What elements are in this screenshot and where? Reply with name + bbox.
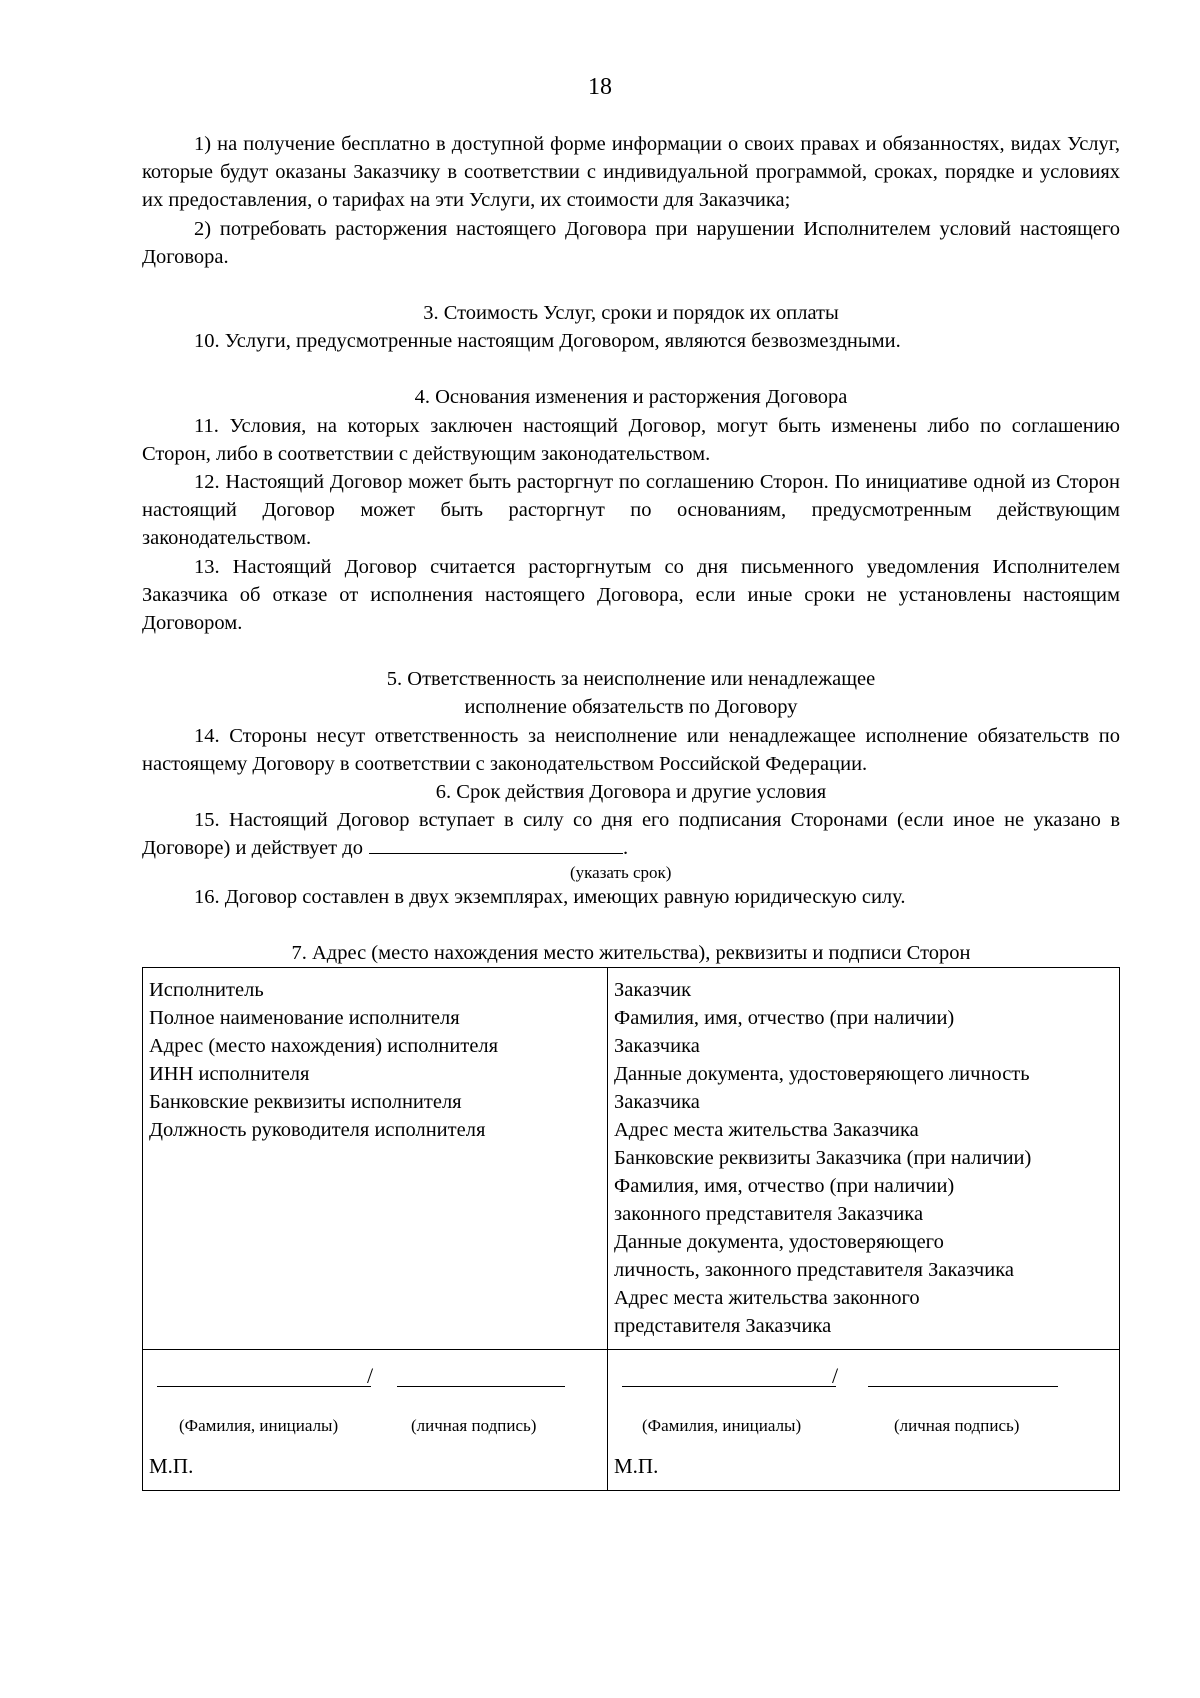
- executor-line: Полное наименование исполнителя: [149, 1007, 460, 1030]
- customer-signature-field[interactable]: [868, 1386, 1058, 1387]
- executor-name-field[interactable]: [157, 1386, 371, 1387]
- paragraph-15-end: .: [622, 837, 629, 860]
- requisites-table: [142, 967, 1120, 1491]
- section-6-title: 6. Срок действия Договора и другие условия: [435, 781, 827, 804]
- customer-line: Адрес места жительства законного: [614, 1287, 920, 1310]
- customer-details-cell: [608, 968, 1120, 1350]
- section-7-title: 7. Адрес (место нахождения место жительства), реквизиты и подписи Сторон: [291, 941, 971, 964]
- paragraph-10: 10. Услуги, предусмотренные настоящим Договором, являются безвозмездными.: [194, 330, 901, 353]
- customer-slash: /: [832, 1363, 839, 1389]
- executor-line: Должность руководителя исполнителя: [149, 1119, 486, 1142]
- customer-line: Заказчик: [614, 979, 692, 1002]
- customer-line: Фамилия, имя, отчество (при наличии): [614, 1175, 955, 1198]
- customer-line: Заказчика: [614, 1091, 700, 1114]
- paragraph-15-text: 15. Настоящий Договор вступает в силу со дня его подписания Сторонами (если иное не указано в Договоре) и действует до: [142, 809, 1120, 860]
- section-5-title-line-2: исполнение обязательств по Договору: [464, 696, 798, 719]
- paragraph-right-1: 1) на получение бесплатно в доступной форме информации о своих правах и обязанностях, видах Услуг, которые будут оказаны Заказчику в соответствии с индивидуальной программой, сроках, порядке и условиях их предоставления, о тарифах на эти Услуги, их стоимости для Заказчика;: [142, 133, 1120, 212]
- paragraph-16: 16. Договор составлен в двух экземплярах, имеющих равную юридическую силу.: [194, 885, 906, 908]
- paragraph-15: [142, 806, 1120, 862]
- customer-name-field[interactable]: [622, 1386, 836, 1387]
- customer-line: личность, законного представителя Заказчика: [614, 1259, 1014, 1282]
- paragraph-12: 12. Настоящий Договор может быть расторгнут по соглашению Сторон. По инициативе одной из Сторон настоящий Договор может быть расторгнут по основаниям, предусмотренным действующим законодательством.: [142, 471, 1120, 550]
- customer-line: Данные документа, удостоверяющего: [614, 1231, 944, 1254]
- customer-name-hint: (Фамилия, инициалы): [642, 1416, 802, 1436]
- customer-signature-hint: (личная подпись): [894, 1416, 1020, 1436]
- executor-seal: М.П.: [149, 1454, 194, 1479]
- paragraph-11: 11. Условия, на которых заключен настоящий Договор, могут быть изменены либо по соглашению Сторон, либо в соответствии с действующим законодательством.: [142, 414, 1120, 465]
- customer-signature-cell: [608, 1350, 1120, 1491]
- executor-signature-field[interactable]: [397, 1386, 565, 1387]
- customer-line: законного представителя Заказчика: [614, 1203, 924, 1226]
- customer-line: Адрес места жительства Заказчика: [614, 1119, 919, 1142]
- customer-line: Данные документа, удостоверяющего личность: [614, 1063, 1030, 1086]
- page-number: 18: [588, 74, 612, 100]
- executor-details-cell: [143, 968, 608, 1350]
- executor-line: Исполнитель: [149, 979, 264, 1002]
- executor-line: ИНН исполнителя: [149, 1063, 310, 1086]
- customer-line: Фамилия, имя, отчество (при наличии): [614, 1007, 955, 1030]
- paragraph-right-2: 2) потребовать расторжения настоящего Договора при нарушении Исполнителем условий настоящего Договора.: [142, 217, 1120, 268]
- term-hint: (указать срок): [570, 862, 672, 882]
- section-5-title-line-1: 5. Ответственность за неисполнение или ненадлежащее: [386, 668, 876, 691]
- customer-line: Банковские реквизиты Заказчика (при наличии): [614, 1147, 1032, 1170]
- executor-signature-cell: [143, 1350, 608, 1491]
- customer-line: Заказчика: [614, 1035, 700, 1058]
- document-body: [142, 130, 1120, 1491]
- section-4-title: 4. Основания изменения и расторжения Договора: [414, 386, 848, 409]
- executor-line: Адрес (место нахождения) исполнителя: [149, 1035, 499, 1058]
- customer-line: представителя Заказчика: [614, 1315, 832, 1338]
- executor-slash: /: [367, 1363, 374, 1389]
- paragraph-14: 14. Стороны несут ответственность за неисполнение или ненадлежащее исполнение обязательств по настоящему Договору в соответствии с законодательством Российской Федерации.: [142, 724, 1120, 775]
- executor-signature-hint: (личная подпись): [411, 1416, 537, 1436]
- term-blank-field[interactable]: [369, 835, 623, 854]
- section-3-title: 3. Стоимость Услуг, сроки и порядок их оплаты: [423, 302, 839, 325]
- paragraph-13: 13. Настоящий Договор считается расторгнутым со дня письменного уведомления Исполнителем Заказчика об отказе от исполнения настоящего Договора, если иные сроки не установлены настоящим Договором.: [142, 555, 1120, 635]
- customer-seal: М.П.: [614, 1454, 659, 1479]
- executor-line: Банковские реквизиты исполнителя: [149, 1091, 462, 1114]
- executor-name-hint: (Фамилия, инициалы): [179, 1416, 339, 1436]
